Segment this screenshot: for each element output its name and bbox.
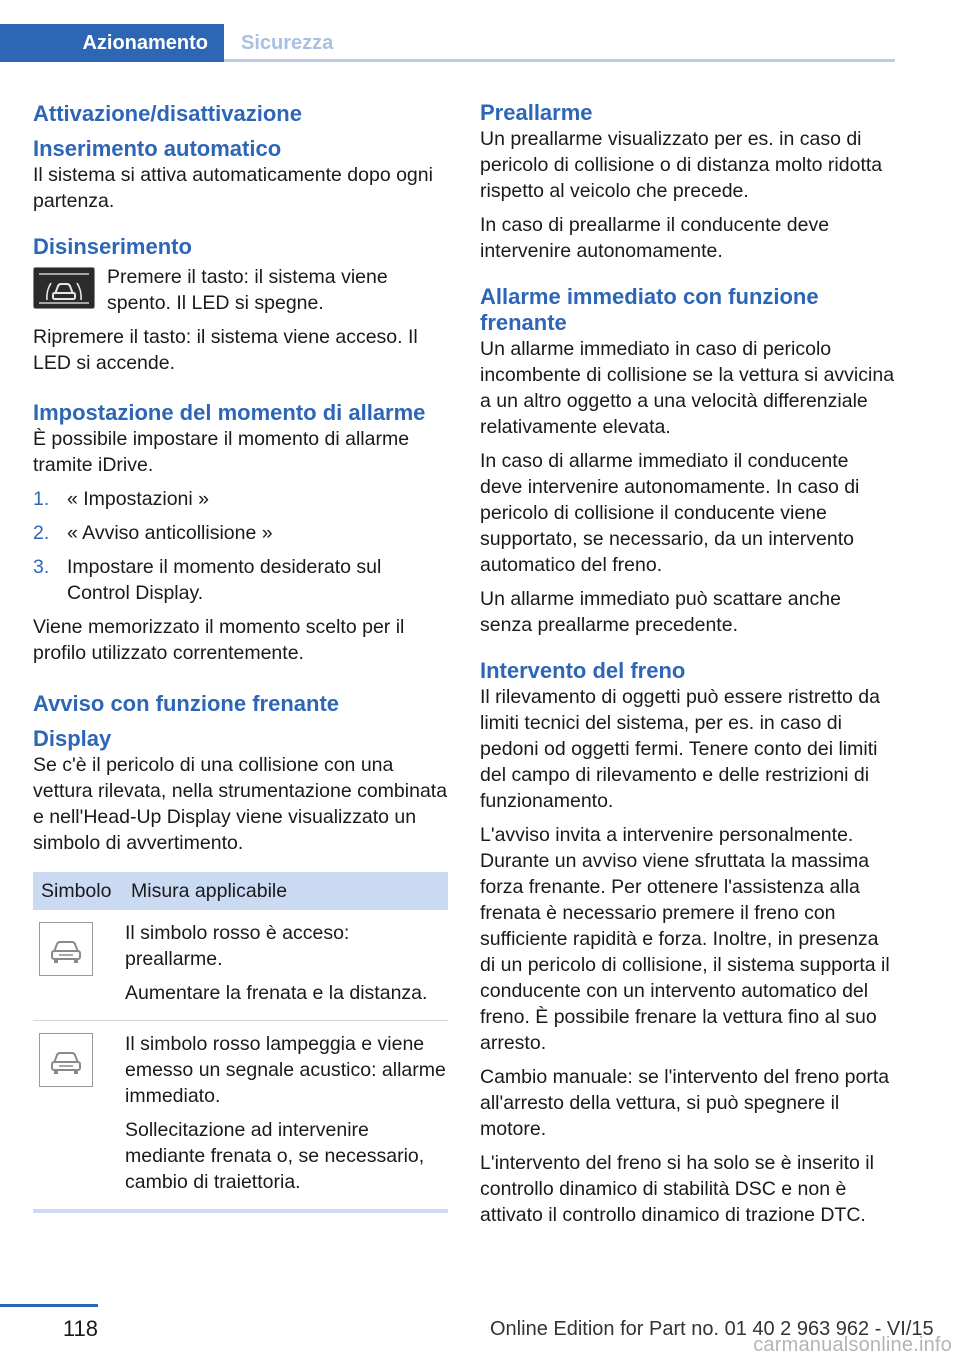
table-cell-text — [125, 910, 448, 1021]
heading-preallarme: Preallarme — [480, 100, 593, 125]
table-row — [33, 910, 448, 1021]
text-memorizzato: Viene memorizzato il momento scelto per il profilo utilizzato correntemente. — [33, 616, 405, 664]
heading-disinserimento: Disinserimento — [33, 234, 192, 259]
text-allarme-1: Un allarme immediato in caso di pericolo incombente di collisione se la vettura si avvicina a un altro oggetto a una velocità differenziale relativamente elevata. — [480, 338, 895, 438]
heading-intervento: Intervento del freno — [480, 658, 686, 683]
text-intervento-2: L'avviso invita a intervenire personalmente. Durante un avviso viene sfruttata la massima forza frenante. Per ottenere l'assistenza alla frenata è necessario premere il freno con sufficiente rapidità e forza. Inoltre, in presenza di un pericolo di collisione, il sistema supporta il conducente con un intervento automatico del freno. È possibile frenare la vettura fino al suo arresto. — [480, 824, 890, 1054]
car-warning-symbol-icon — [39, 1033, 93, 1087]
page-number: 118 — [62, 1316, 98, 1341]
heading-attivazione: Attivazione/disattivazione — [33, 101, 302, 126]
table-header-simbolo: Simbolo — [33, 872, 125, 910]
text-inserimento: Il sistema si attiva automaticamente dopo ogni partenza. — [33, 164, 433, 212]
heading-inserimento: Inserimento automatico — [33, 136, 282, 161]
text-allarme-3: Un allarme immediato può scattare anche senza preallarme precedente. — [480, 588, 841, 636]
step-number: 1. — [33, 488, 50, 510]
right-column — [480, 100, 895, 1228]
watermark: carmanualsonline.info — [753, 1334, 952, 1356]
heading-avviso: Avviso con funzione frenante — [33, 691, 340, 716]
list-item — [33, 486, 448, 512]
footer-rule — [0, 1304, 98, 1307]
table-bottom-rule — [33, 1209, 448, 1213]
text-impostazione: È possibile impostare il momento di allarme tramite iDrive. — [33, 428, 410, 476]
edition-note: Online Edition for Part no. 01 40 2 963 962 - VI/15 — [490, 1318, 934, 1340]
table-cell-text — [125, 1021, 448, 1210]
left-column — [33, 100, 448, 1213]
heading-allarme: Allarme immediato con funzione frenante — [480, 284, 819, 335]
tab-azionamento[interactable]: Azionamento — [0, 24, 224, 62]
key-instruction — [33, 264, 448, 316]
heading-impostazione: Impostazione del momento di allarme — [33, 400, 426, 425]
text-disinserimento-key: Premere il tasto: il sistema viene spento. Il LED si spegne. — [107, 266, 388, 314]
row-line: Sollecitazione ad intervenire mediante frenata o, se necessario, cambio di traiettoria. — [125, 1119, 425, 1193]
text-intervento-4: L'intervento del freno si ha solo se è inserito il controllo dinamico di stabilità DSC e non è attivato il controllo dinamico di trazione DTC. — [480, 1152, 874, 1226]
table-row — [33, 1021, 448, 1210]
text-allarme-2: In caso di allarme immediato il conducente deve intervenire autonomamente. In caso di pericolo di collisione il conducente viene supportato, se necessario, da un intervento automatico del freno. — [480, 450, 860, 576]
step-number: 3. — [33, 556, 50, 578]
step-text: « Avviso anticollisione » — [67, 522, 273, 544]
text-display: Se c'è il pericolo di una collisione con una vettura rilevata, nella strumentazione combinata e nell'Head-Up Display viene visualizzato un simbolo di avvertimento. — [33, 754, 448, 854]
table-header-misura: Misura applicabile — [125, 872, 448, 910]
heading-display: Display — [33, 726, 112, 751]
list-item — [33, 520, 448, 546]
header-rule — [224, 59, 895, 62]
car-warning-symbol-icon — [39, 922, 93, 976]
symbol-table — [33, 872, 448, 1209]
row-line: Aumentare la frenata e la distanza. — [125, 982, 428, 1004]
text-preallarme-2: In caso di preallarme il conducente deve intervenire autonomamente. — [480, 214, 830, 262]
step-number: 2. — [33, 522, 50, 544]
text-intervento-3: Cambio manuale: se l'intervento del freno porta all'arresto della vettura, si può spegnere il motore. — [480, 1066, 890, 1140]
row-line: Il simbolo rosso lampeggia e viene emesso un segnale acustico: allarme immediato. — [125, 1033, 446, 1107]
text-preallarme-1: Un preallarme visualizzato per es. in caso di pericolo di collisione o di distanza molto ridotta rispetto al veicolo che precede. — [480, 128, 883, 202]
steps-list — [33, 486, 448, 606]
step-text: « Impostazioni » — [67, 488, 209, 510]
step-text: Impostare il momento desiderato sul Control Display. — [67, 556, 382, 604]
text-ripremere: Ripremere il tasto: il sistema viene acceso. Il LED si accende. — [33, 326, 418, 374]
text-intervento-1: Il rilevamento di oggetti può essere ristretto da limiti tecnici del sistema, per es. in caso di pedoni od oggetti fermi. Tenere conto dei limiti del campo di rilevamento e delle restrizioni di funzionamento. — [480, 686, 880, 812]
table-cell-icon — [33, 1021, 125, 1210]
tab-sicurezza[interactable]: Sicurezza — [241, 31, 334, 54]
list-item — [33, 554, 448, 606]
table-cell-icon — [33, 910, 125, 1021]
row-line: Il simbolo rosso è acceso: preallarme. — [125, 922, 350, 970]
collision-warning-button-icon — [33, 267, 95, 309]
header-bar — [0, 0, 960, 62]
